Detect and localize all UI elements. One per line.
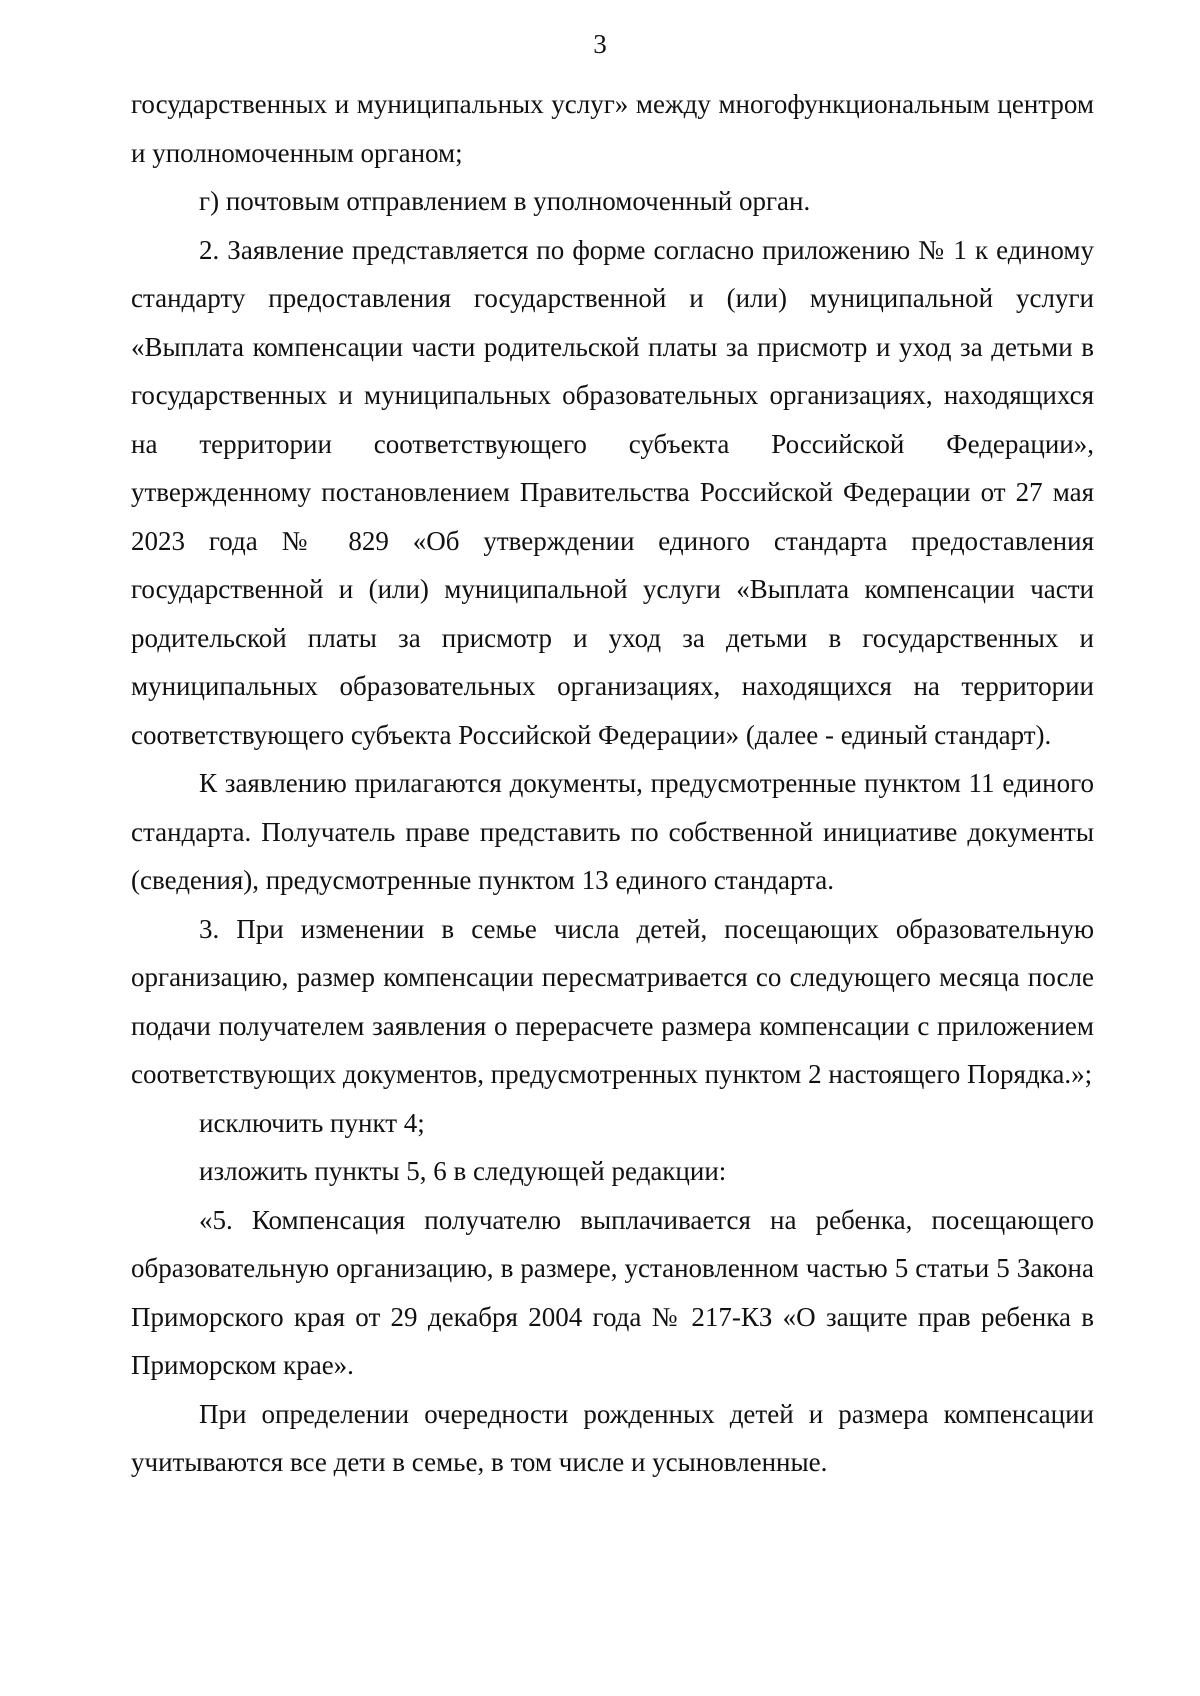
document-body <box>131 80 1094 1487</box>
paragraph-4: К заявлению прилагаются документы, предусмотренные пунктом 11 единого стандарта. Получатель праве представить по собственной инициативе документы (сведения), предусмотренные пунктом 13 единого стандарта. <box>131 768 1094 895</box>
paragraph-2: г) почтовым отправлением в уполномоченный орган. <box>199 186 811 216</box>
paragraph-6: исключить пункт 4; <box>199 1107 425 1138</box>
paragraph-3: 2. Заявление представляется по форме согласно приложению № 1 к единому стандарту предоставления государственной и (или) муниципальной услуги «Выплата компенсации части родительской платы за присмотр и уход за детьми в государственных и муниципальных образовательных организациях, находящихся на территории соответствующего субъекта Российской Федерации», утвержденному постановлением Правительства Российской Федерации от 27 мая 2023 года № 829 «Об утверждении единого стандарта предоставления государственной и (или) муниципальной услуги «Выплата компенсации части родительской платы за присмотр и уход за детьми в государственных и муниципальных образовательных организациях, находящихся на территории соответствующего субъекта Российской Федерации» (далее - единый стандарт). <box>131 234 1094 750</box>
page-number: 3 <box>593 29 607 59</box>
paragraph-7: изложить пункты 5, 6 в следующей редакции: <box>199 1156 727 1186</box>
paragraph-5: 3. При изменении в семье числа детей, посещающих образовательную организацию, размер компенсации пересматривается со следующего месяца после подачи получателем заявления о перерасчете размера компенсации с приложением соответствующих документов, предусмотренных пунктом 2 настоящего Порядка.»; <box>131 913 1094 1089</box>
paragraph-8: «5. Компенсация получателю выплачивается на ребенка, посещающего образовательную организацию, в размере, установленном частью 5 статьи 5 Закона Приморского края от 29 декабря 2004 года № 217-КЗ «О защите прав ребенка в Приморском крае». <box>131 1204 1094 1380</box>
paragraph-1: государственных и муниципальных услуг» между многофункциональным центром и уполномоченным органом; <box>131 89 1094 168</box>
paragraph-9: При определении очередности рожденных детей и размера компенсации учитываются все дети в семье, в том числе и усыновленные. <box>131 1398 1094 1477</box>
